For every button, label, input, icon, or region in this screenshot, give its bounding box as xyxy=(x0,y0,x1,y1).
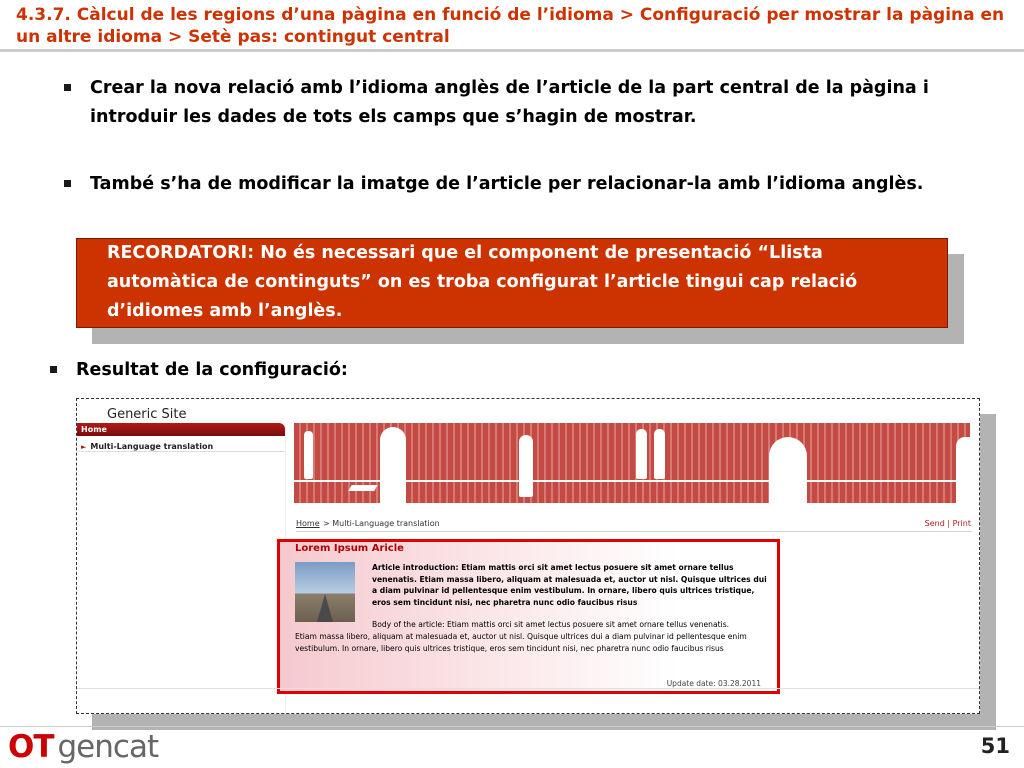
person-silhouette-icon xyxy=(769,437,807,508)
article-body: Body of the article: Etiam mattis orci sit amet lectus posuere sit amet ornare tellus venenatis. xyxy=(372,620,730,629)
person-silhouette-icon xyxy=(956,437,970,508)
arrow-right-icon: ► xyxy=(81,443,87,451)
update-date: Update date: 03.28.2011 xyxy=(666,679,761,688)
person-silhouette-icon xyxy=(636,429,647,479)
reminder-box: RECORDATORI: No és necessari que el component de presentació “Llista automàtica de continguts” on es troba configurat l’article tingui cap relació d’idiomes amb l’anglès. xyxy=(76,238,948,328)
bullet-item xyxy=(64,170,964,199)
nav-item-label: Multi-Language translation xyxy=(90,442,214,451)
title-divider xyxy=(0,49,1024,52)
bullet-square-icon xyxy=(64,180,71,187)
bullet-square-icon xyxy=(50,366,57,373)
nav-item-multi-language[interactable] xyxy=(77,436,285,452)
page-number: 51 xyxy=(980,734,1010,758)
bullet-text: També s’ha de modificar la imatge de l’article per relacionar-la amb l’idioma anglès. xyxy=(90,174,924,194)
article-title: Lorem Ipsum Aricle xyxy=(295,543,404,554)
person-silhouette-icon xyxy=(519,435,533,497)
breadcrumb-home-link[interactable]: Home xyxy=(296,519,320,528)
breadcrumb: > Multi-Language translation xyxy=(323,519,440,528)
result-label: Resultat de la configuració: xyxy=(76,360,348,380)
nav-home-link[interactable]: Home xyxy=(77,423,285,436)
person-silhouette-icon xyxy=(380,427,406,508)
ot-gencat-logo: OT gencat xyxy=(8,729,159,765)
bullet-text: Crear la nova relació amb l’idioma anglès de l’article de la part central de la pàgina i introduir les dades de tots els camps que s’hagin de mostrar. xyxy=(90,78,929,127)
article-highlight-box xyxy=(277,539,780,694)
road-icon xyxy=(317,594,333,622)
bullet-item xyxy=(50,356,650,385)
person-silhouette-icon xyxy=(304,431,313,479)
article-body-continued: Etiam massa libero, aliquam at malesuada et, auctor ut nisl. Quisque ultrices dui a diam pulvinar id pellentesque enim vestibulum. In ornare, libero quis ultrices tristique, eros sem tincidunt nisi, nec pharetra nunc odio faucibus risus xyxy=(295,632,747,653)
left-navigation xyxy=(77,423,286,713)
result-screenshot xyxy=(76,398,980,714)
person-silhouette-icon xyxy=(654,429,665,479)
send-print-links[interactable]: Send | Print xyxy=(924,519,971,528)
bullet-item xyxy=(64,74,964,132)
slide-title: 4.3.7. Càlcul de les regions d’una pàgina en funció de l’idioma > Configuració per mostrar la pàgina en un altre idioma > Setè pas: contingut central xyxy=(0,0,1024,49)
road-image xyxy=(295,562,355,622)
article-introduction: Article introduction: Etiam mattis orci sit amet lectus posuere sit amet ornare tellus venenatis. Etiam massa libero, aliquam at malesuada et, auctor ut nisl. Quisque ultrices dui a diam pulvinar id pellentesque enim vestibulum. In ornare, libero quis ultrices tristique, eros sem tincidunt nisi, nec pharetra nunc odio faucibus risus xyxy=(372,563,767,607)
bullet-square-icon xyxy=(64,84,71,91)
header-banner-image xyxy=(294,423,970,508)
site-name: Generic Site xyxy=(107,407,187,422)
laptop-icon xyxy=(348,485,377,491)
